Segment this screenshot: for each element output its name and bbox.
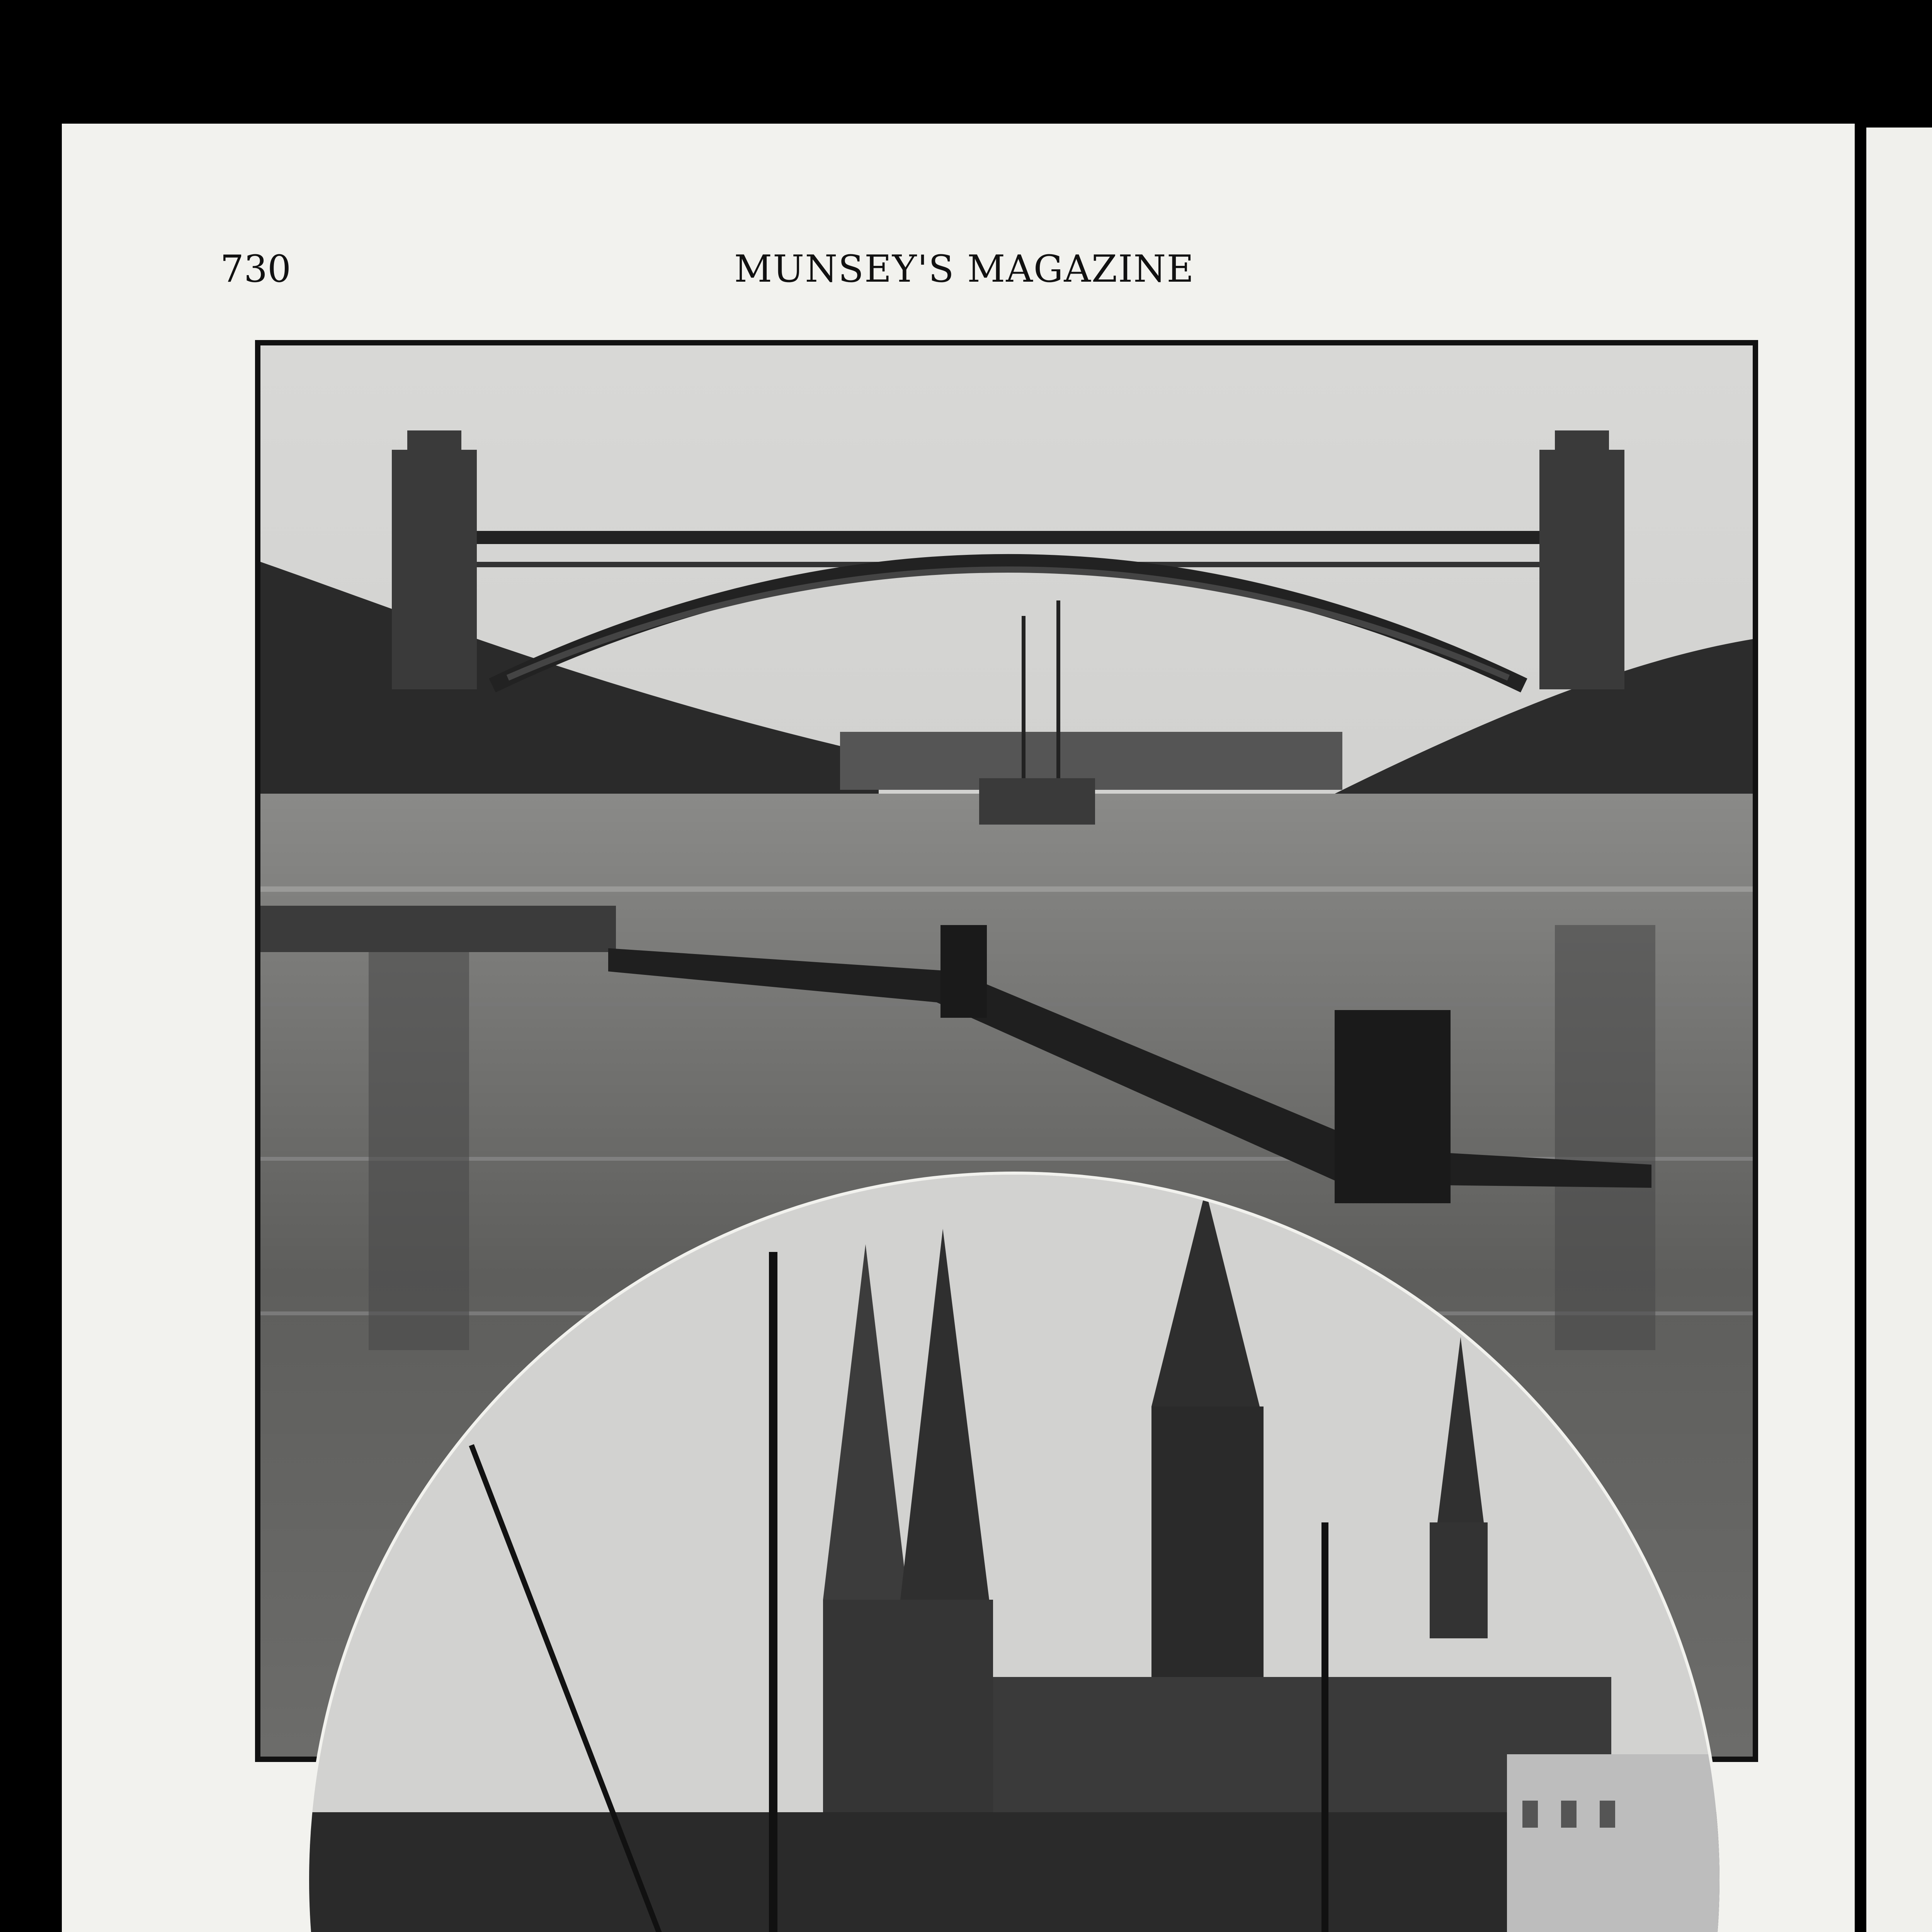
running-head: MUNSEY'S MAGAZINE xyxy=(734,247,1195,291)
adjacent-page-edge xyxy=(1866,128,1932,1932)
page-number: 730 xyxy=(220,247,291,291)
